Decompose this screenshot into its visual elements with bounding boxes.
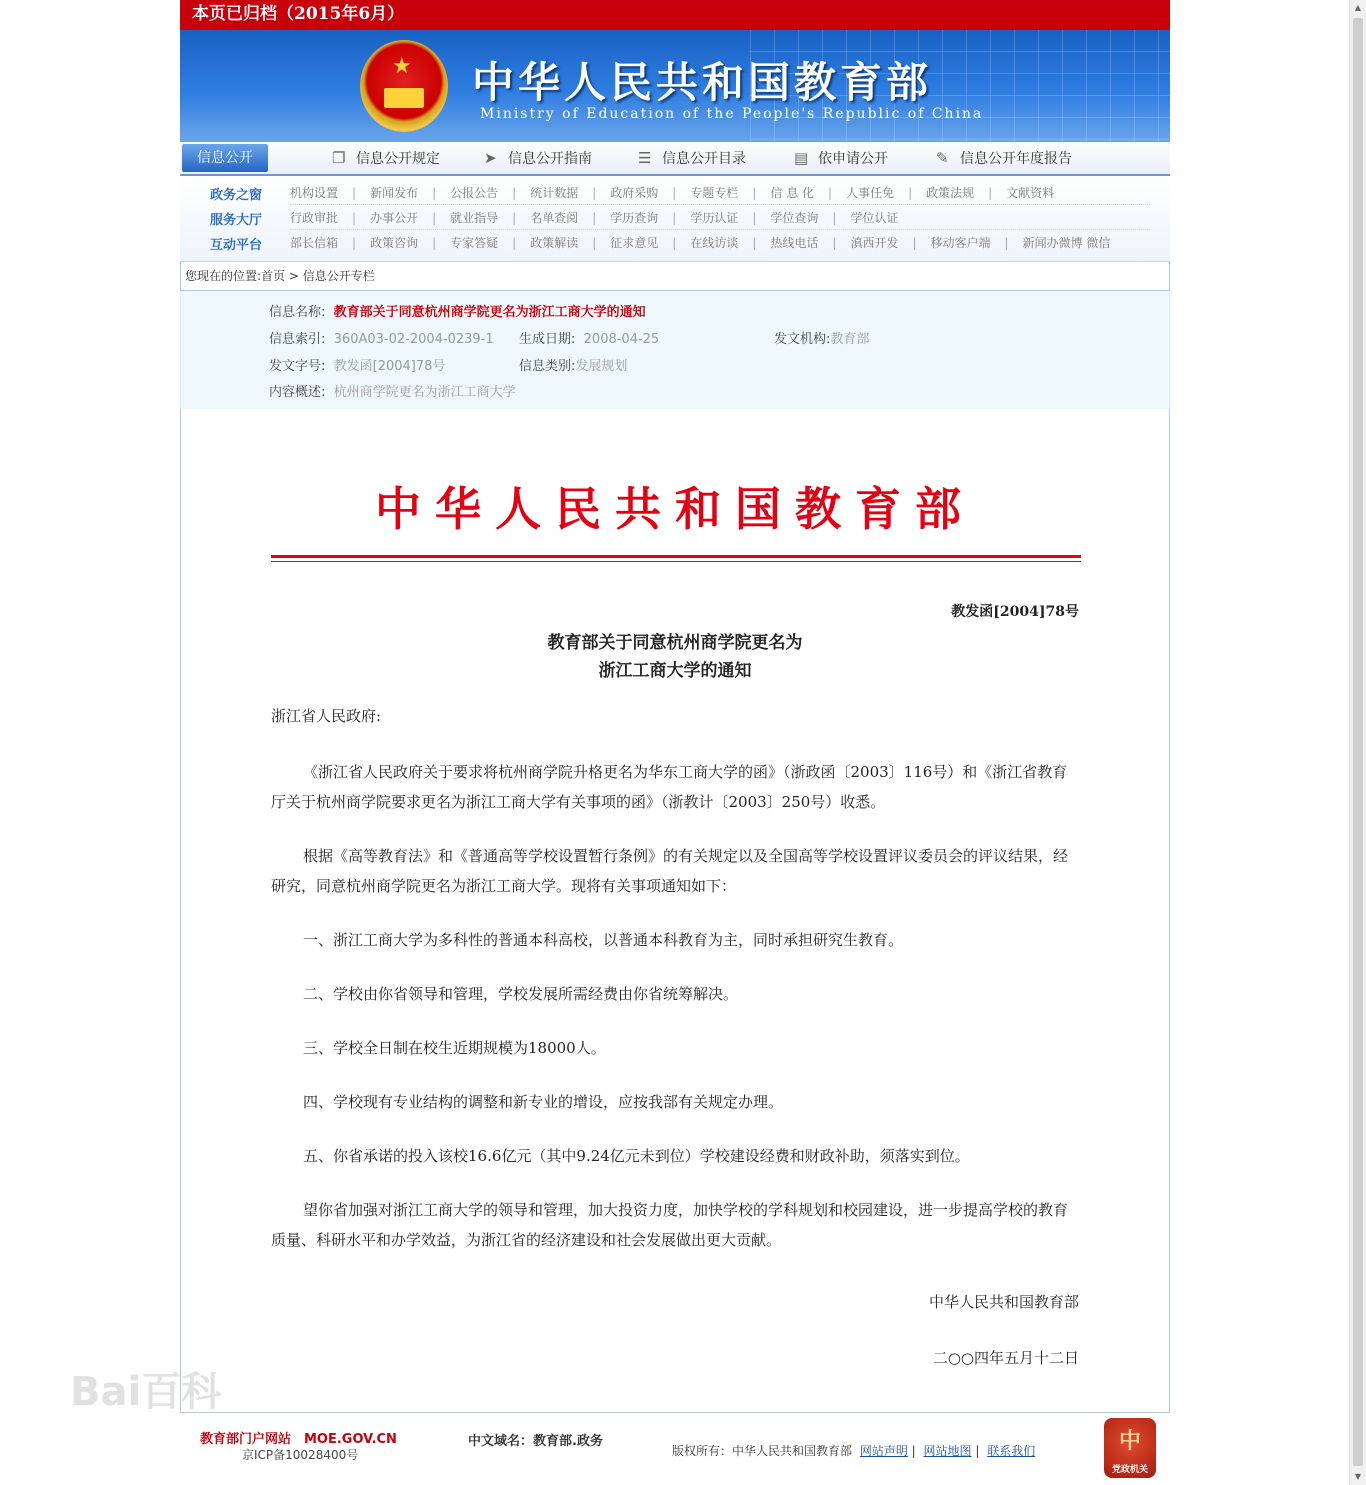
copy-icon: ❐ [332,149,346,167]
subnav-link[interactable]: 专家答疑 [450,236,499,250]
document-title: 教育部关于同意杭州商学院更名为 浙江工商大学的通知 [547,633,803,681]
document-date: 二○○四年五月十二日 [932,1349,1079,1367]
subnav-link[interactable]: 文献资料 [1006,186,1055,200]
red-rule [271,555,1081,558]
tab-info-disclosure[interactable]: 信息公开 [182,144,268,172]
subnav-link[interactable]: 机构设置 [290,186,339,200]
subnav-link[interactable]: 学位认证 [850,211,899,225]
subnav-link[interactable]: 信 息 化 [770,186,815,200]
list-icon: ☰ [638,149,652,167]
subnav-link[interactable]: 学位查询 [770,211,819,225]
site-title-cn: 中华人民共和国教育部 [472,58,933,107]
contact-us-link[interactable]: 联系我们 [987,1444,1036,1458]
paragraph: 三、学校全日制在校生近期规模为18000人。 [303,1039,606,1057]
meta-date: 生成日期: 2008-04-25 [519,332,660,347]
subnav-link[interactable]: 新闻发布 [370,186,419,200]
party-gov-badge-icon[interactable]: 中 党政机关 [1104,1418,1156,1478]
footer-copyright: 版权所有：中华人民共和国教育部 网站声明 | 网站地图 | 联系我们 [672,1444,1036,1458]
site-statement-link[interactable]: 网站声明 [859,1444,908,1458]
breadcrumb [180,262,1170,291]
subnav-link[interactable]: 学历认证 [690,211,739,225]
meta-index: 信息索引: 360A03-02-2004-0239-1 [269,332,494,347]
subnav-link[interactable]: 人事任免 [846,186,895,200]
page-scrollbar[interactable] [1349,0,1366,1485]
document-icon: ▤ [794,149,809,167]
paragraph: 五、你省承诺的投入该校16.6亿元（其中9.24亿元未到位）学校建设经费和财政补助，须落实到位。 [303,1147,970,1165]
subnav-link[interactable]: 名单查阅 [530,211,579,225]
edit-icon: ✎ [936,149,949,167]
paragraph: 望你省加强对浙江工商大学的领导和管理，加大投资力度，加快学校的学科规划和校园建设，进一步提高学校的教育质量、科研水平和办学效益，为浙江省的经济建设和社会发展做出更大贡献。 [271,1201,1069,1249]
subnav-link[interactable]: 政府采购 [610,186,659,200]
subnav-link[interactable]: 行政审批 [290,211,339,225]
meta-name: 信息名称: 教育部关于同意杭州商学院更名为浙江工商大学的通知 [269,305,646,320]
subnav-link[interactable]: 新闻办微博 微信 [1022,236,1111,250]
subnav-link[interactable]: 移动客户端 [930,236,991,250]
site-map-link[interactable]: 网站地图 [923,1444,972,1458]
breadcrumb-home-link[interactable]: 首页 [261,269,286,283]
subnav-links: 部长信箱 | 政策咨询 | 专家答疑 | 政策解读 | 征求意见 | 在线访谈 | 热线电话 | 滇西开发 | 移动客户端 | 新闻办微博 微信 [290,236,1111,250]
nav-item-disclosure-catalog[interactable]: ☰ 信息公开目录 [638,142,746,174]
top-navigation [180,142,1170,176]
subnav-link[interactable]: 就业指导 [450,211,499,225]
document-number: 教发函[2004]78号 [951,604,1079,620]
subnav-link[interactable]: 在线访谈 [690,236,739,250]
document-body [180,409,1170,1413]
document-signature: 中华人民共和国教育部 [928,1293,1079,1311]
nav-item-disclosure-guide[interactable]: ➤ 信息公开指南 [484,142,592,174]
subnav-link[interactable]: 政策解读 [530,236,579,250]
subnav-row-gov [180,180,1170,205]
breadcrumb-separator: > [288,269,299,283]
scroll-up-arrow[interactable]: ▲ [1354,3,1362,12]
subnav-title: 服务大厅 [210,213,263,228]
info-metadata [180,291,1170,409]
subnav-links: 机构设置 | 新闻发布 | 公报公告 | 统计数据 | 政府采购 | 专题专栏 | 信 息 化 | 人事任免 | 政策法规 | 文献资料 [290,186,1055,200]
site-title-en: Ministry of Education of the People's Republic of China [480,106,984,122]
subnav-links: 行政审批 | 办事公开 | 就业指导 | 名单查阅 | 学历查询 | 学历认证 | 学位查询 | 学位认证 [290,211,899,225]
subnav-title: 政务之窗 [210,188,263,203]
meta-docno: 发文字号: 教发函[2004]78号 [269,359,446,374]
footer-site-name: 教育部门户网站 MOE.GOV.CN [200,1432,397,1447]
scrollbar-thumb[interactable] [1353,18,1363,1466]
archive-notice: 本页已归档（2015年6月） [180,0,1170,30]
subnav-link[interactable]: 专题专栏 [690,186,739,200]
document-header: 中华人民共和国教育部 [375,482,975,536]
subnav-title: 互动平台 [210,238,263,253]
subnav-link[interactable]: 学历查询 [610,211,659,225]
subnav-link[interactable]: 统计数据 [530,186,579,200]
nav-item-apply-disclosure[interactable]: ▤ 依申请公开 [794,142,888,174]
red-rule-thin [271,561,1081,562]
scroll-down-arrow[interactable]: ▼ [1354,1472,1362,1481]
subnav-link[interactable]: 政策咨询 [370,236,419,250]
nav-item-annual-report[interactable]: ✎ 信息公开年度报告 [936,142,1072,174]
subnav-link[interactable]: 征求意见 [610,236,659,250]
subnav-link[interactable]: 政策法规 [926,186,975,200]
subnav-row-service [180,205,1170,230]
meta-summary: 内容概述: 杭州商学院更名为浙江工商大学 [269,385,516,400]
meta-name-value: 教育部关于同意杭州商学院更名为浙江工商大学的通知 [333,305,646,320]
footer-icp: 京ICP备10028400号 [242,1448,359,1462]
baidu-watermark: Bai百科 [70,1369,222,1415]
national-emblem-icon: ★ [360,40,448,132]
subnav-link[interactable]: 公报公告 [450,186,499,200]
meta-category: 信息类别:发展规划 [519,359,628,374]
salutation: 浙江省人民政府: [271,707,382,725]
send-icon: ➤ [484,149,497,167]
nav-item-disclosure-rules[interactable]: ❐ 信息公开规定 [332,142,440,174]
subnav-row-interaction [180,230,1170,255]
subnav-link[interactable]: 滇西开发 [850,236,899,250]
page-container [180,0,1170,1413]
subnav-link[interactable]: 部长信箱 [290,236,339,250]
paragraph: 《浙江省人民政府关于要求将杭州商学院升格更名为华东工商大学的函》（浙政函〔2003〕116号）和《浙江省教育厅关于杭州商学院要求更名为浙江工商大学有关事项的函》（浙教计〔2003〕250号）收悉。 [271,763,1068,811]
paragraph: 一、浙江工商大学为多科性的普通本科高校，以普通本科教育为主，同时承担研究生教育。 [303,931,904,949]
footer-domain: 中文域名：教育部.政务 [468,1434,603,1449]
meta-org: 发文机构:教育部 [774,332,870,347]
breadcrumb-prefix: 您现在的位置: [185,269,262,283]
sub-navigation [180,176,1170,262]
page-footer [180,1410,1170,1482]
site-banner [180,30,1170,142]
paragraph: 四、学校现有专业结构的调整和新专业的增设，应按我部有关规定办理。 [303,1093,784,1111]
subnav-link[interactable]: 办事公开 [370,211,419,225]
subnav-link[interactable]: 热线电话 [770,236,819,250]
document-text [271,701,1081,1279]
breadcrumb-current-link[interactable]: 信息公开专栏 [302,269,375,283]
paragraph: 二、学校由你省领导和管理，学校发展所需经费由你省统筹解决。 [303,985,739,1003]
paragraph: 根据《高等教育法》和《普通高等学校设置暂行条例》的有关规定以及全国高等学校设置评议委员会的评议结果，经研究，同意杭州商学院更名为浙江工商大学。现将有关事项通知如下： [271,847,1069,895]
